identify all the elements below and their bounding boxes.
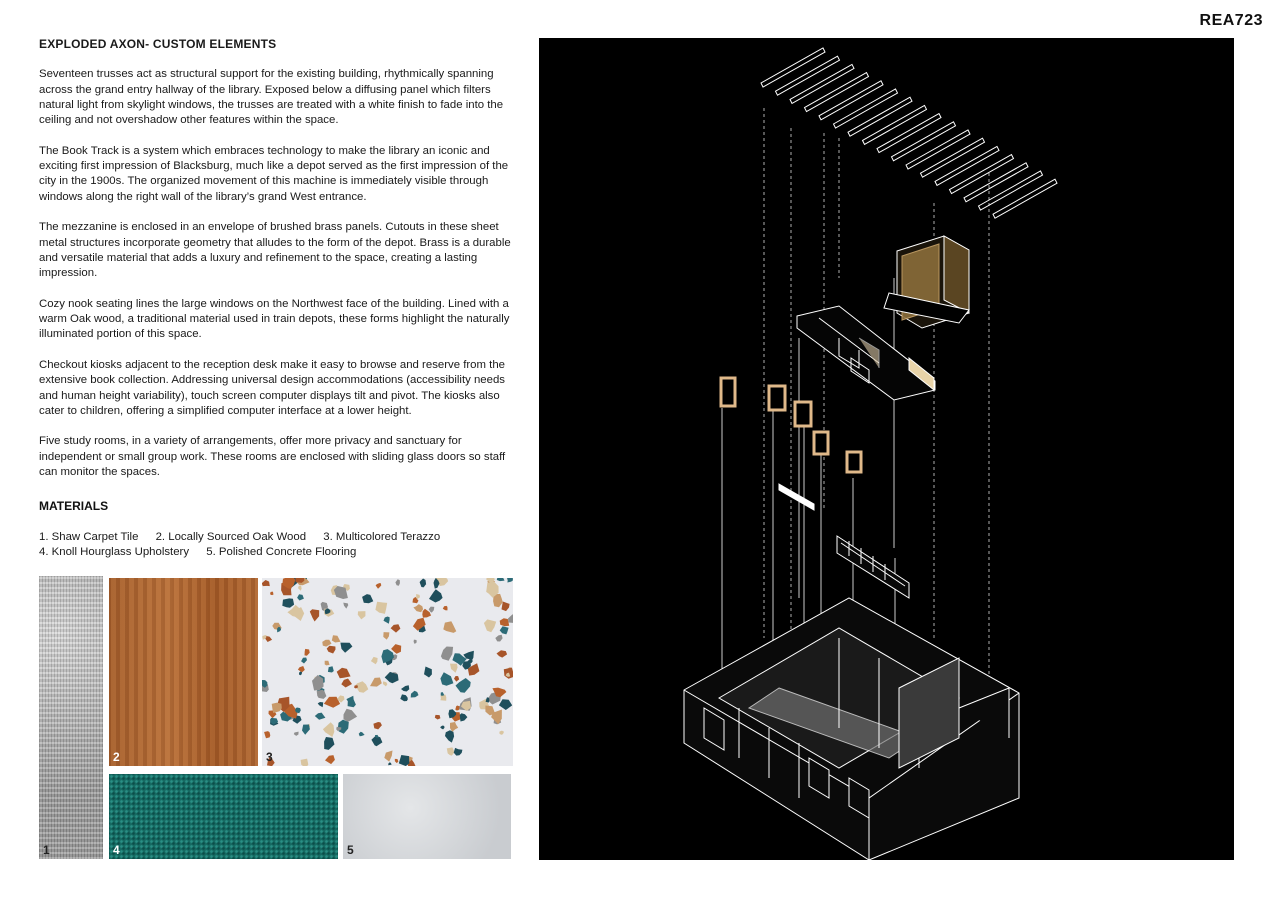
swatch-number: 5 [347, 843, 354, 857]
terrazzo-chip [298, 666, 305, 672]
terrazzo-chip [391, 644, 401, 654]
terrazzo-chip [507, 578, 513, 583]
swatch-number: 3 [266, 750, 273, 764]
terrazzo-chip [443, 606, 448, 611]
terrazzo-chip [443, 621, 456, 633]
terrazzo-chip [315, 713, 326, 720]
terrazzo-chip [499, 699, 512, 710]
terrazzo-chip [323, 722, 334, 737]
terrazzo-chip [485, 706, 495, 716]
terrazzo-chip [399, 755, 410, 766]
swatch-upholstery [109, 774, 338, 859]
terrazzo-chip [358, 611, 366, 619]
terrazzo-chip [450, 664, 458, 673]
book-track [837, 536, 909, 598]
terrazzo-chip [401, 685, 409, 691]
terrazzo-chip [440, 672, 453, 686]
terrazzo-chip [359, 732, 365, 737]
terrazzo-chip [500, 626, 509, 634]
terrazzo-chip [411, 691, 419, 698]
terrazzo-chip [317, 690, 327, 699]
terrazzo-chip [420, 579, 427, 588]
material-item: 5. Polished Concrete Flooring [206, 546, 357, 558]
terrazzo-chip [337, 668, 351, 679]
material-item: 3. Multicolored Terazzo [323, 531, 441, 543]
exploded-axon-drawing [539, 38, 1234, 860]
terrazzo-chip [324, 737, 334, 750]
materials-list-line-1 [39, 531, 454, 543]
terrazzo-chip [346, 696, 356, 708]
swatch-terrazzo [262, 578, 513, 766]
terrazzo-chip [376, 583, 382, 589]
terrazzo-chip [322, 640, 331, 647]
terrazzo-chip [340, 643, 352, 653]
terrazzo-chip [413, 604, 423, 612]
section-heading: EXPLODED AXON- CUSTOM ELEMENTS [39, 37, 277, 51]
terrazzo-chip [327, 646, 336, 654]
terrazzo-chip [297, 594, 304, 600]
terrazzo-chip [344, 709, 358, 722]
kiosk-element [779, 484, 814, 510]
terrazzo-chip [272, 703, 282, 713]
terrazzo-chip [332, 635, 341, 642]
swatch-concrete [343, 774, 511, 859]
brass-panels [884, 236, 969, 328]
terrazzo-chip [429, 607, 435, 613]
terrazzo-chip [325, 755, 335, 764]
terrazzo-chip [441, 692, 445, 696]
terrazzo-chip [450, 722, 458, 732]
terrazzo-chip [500, 618, 510, 626]
terrazzo-chip [414, 640, 417, 644]
terrazzo-chip [371, 657, 378, 664]
terrazzo-chip [499, 731, 504, 735]
terrazzo-chip [338, 720, 349, 734]
terrazzo-chip [375, 602, 387, 614]
terrazzo-chip [424, 667, 432, 678]
axon-illustration [539, 38, 1234, 860]
material-item: 4. Knoll Hourglass Upholstery [39, 546, 190, 558]
terrazzo-chip [484, 619, 496, 632]
terrazzo-chip [298, 585, 302, 590]
swatch-number: 1 [43, 843, 50, 857]
terrazzo-chip [416, 594, 420, 599]
paragraph-study-rooms: Five study rooms, in a variety of arrangements, offer more privacy and sanctuary for independent or small group work. These rooms are enclosed with sliding glass doors so staff can monitor the spaces. [39, 435, 506, 479]
material-item: 2. Locally Sourced Oak Wood [155, 531, 307, 543]
swatch-number: 2 [113, 750, 120, 764]
paragraph-trusses: Seventeen trusses act as structural support for the existing building, rhythmically spanning across the grand entry hallway of the library. Exposed below a diffusing panel which filters natural light from skylight windows, the trusses are treated with a white finish to fade into the ceiling and not overshadow other features within the space. [39, 68, 504, 127]
terrazzo-chip [384, 751, 392, 762]
terrazzo-chip [445, 730, 454, 742]
building-base [684, 598, 1019, 860]
terrazzo-chip [383, 632, 389, 640]
terrazzo-chip [400, 694, 408, 701]
terrazzo-chip [395, 759, 399, 763]
description-column [39, 37, 514, 496]
terrazzo-chip [495, 635, 502, 642]
paragraph-book-track: The Book Track is a system which embraces technology to make the library an iconic and exciting first impression of Blacksburg, much like a depot served as the first impression of the city in the 1900s. The organized movement of this machine is immediately visible through windows along the right wall of the library’s grand West entrance. [39, 144, 509, 203]
terrazzo-chip [435, 715, 441, 720]
terrazzo-chip [341, 679, 352, 688]
terrazzo-chip [454, 676, 459, 682]
terrazzo-chip [395, 579, 400, 585]
terrazzo-chip [383, 681, 388, 686]
terrazzo-chip [270, 592, 273, 596]
terrazzo-chip [391, 624, 401, 632]
terrazzo-chip [497, 578, 505, 581]
terrazzo-chip [441, 647, 453, 661]
terrazzo-chip [497, 650, 508, 657]
terrazzo-chip [440, 726, 444, 730]
terrazzo-chip [447, 747, 454, 755]
terrazzo-chip [373, 722, 382, 729]
terrazzo-chip [328, 666, 334, 672]
material-item: 1. Shaw Carpet Tile [39, 531, 139, 543]
terrazzo-chip [264, 731, 270, 738]
swatch-oak-wood [109, 578, 258, 766]
terrazzo-chip [282, 598, 294, 607]
swatch-number: 4 [113, 843, 120, 857]
terrazzo-chip [370, 678, 382, 687]
terrazzo-chip [429, 589, 443, 602]
terrazzo-chip [301, 759, 309, 766]
paragraph-kiosks: Checkout kiosks adjacent to the reception desk make it easy to browse and reserve from the extensive book collection. Addressing universal design accommodations (accessibility needs and human height variability), touch screen computer displays tilt and pivot. The kiosks also cater to children, offering a simplified computer interface at a lower height. [39, 358, 505, 417]
terrazzo-chip [460, 713, 468, 721]
project-code: REA723 [1199, 12, 1263, 29]
terrazzo-chip [384, 617, 390, 624]
terrazzo-chip [294, 732, 299, 736]
materials-list-line-2 [39, 546, 370, 558]
terrazzo-chip [301, 658, 307, 664]
terrazzo-chip [508, 614, 513, 623]
terrazzo-chip [310, 609, 319, 621]
paragraph-nook-seating: Cozy nook seating lines the large windows on the Northwest face of the building. Lined with a warm Oak wood, a traditional material used in train depots, these forms highlight the naturally illuminated portion of this space. [39, 297, 510, 341]
terrazzo-chip [302, 725, 310, 735]
terrazzo-chips [262, 578, 513, 766]
terrazzo-chip [265, 636, 272, 642]
terrazzo-chip [502, 602, 510, 612]
projection-lines [764, 108, 989, 688]
terrazzo-chip [318, 702, 324, 707]
terrazzo-chip [362, 594, 373, 603]
terrazzo-chip [305, 649, 310, 656]
terrazzo-chip [388, 762, 391, 765]
terrazzo-chip [262, 580, 270, 586]
terrazzo-chip [325, 661, 330, 666]
materials-heading: MATERIALS [39, 499, 109, 513]
terrazzo-chip [343, 603, 348, 609]
truss-array [761, 48, 1057, 218]
paragraph-mezzanine: The mezzanine is enclosed in an envelope of brushed brass panels. Cutouts in these sheet metal structures incorporate geometry that alludes to the form of the depot. Brass is a durable and versatile material that adds a luxury and refinement to the space, creating a lasting impression. [39, 221, 511, 280]
terrazzo-chip [486, 697, 490, 702]
terrazzo-chip [454, 748, 463, 756]
swatch-carpet-tile [39, 576, 103, 859]
